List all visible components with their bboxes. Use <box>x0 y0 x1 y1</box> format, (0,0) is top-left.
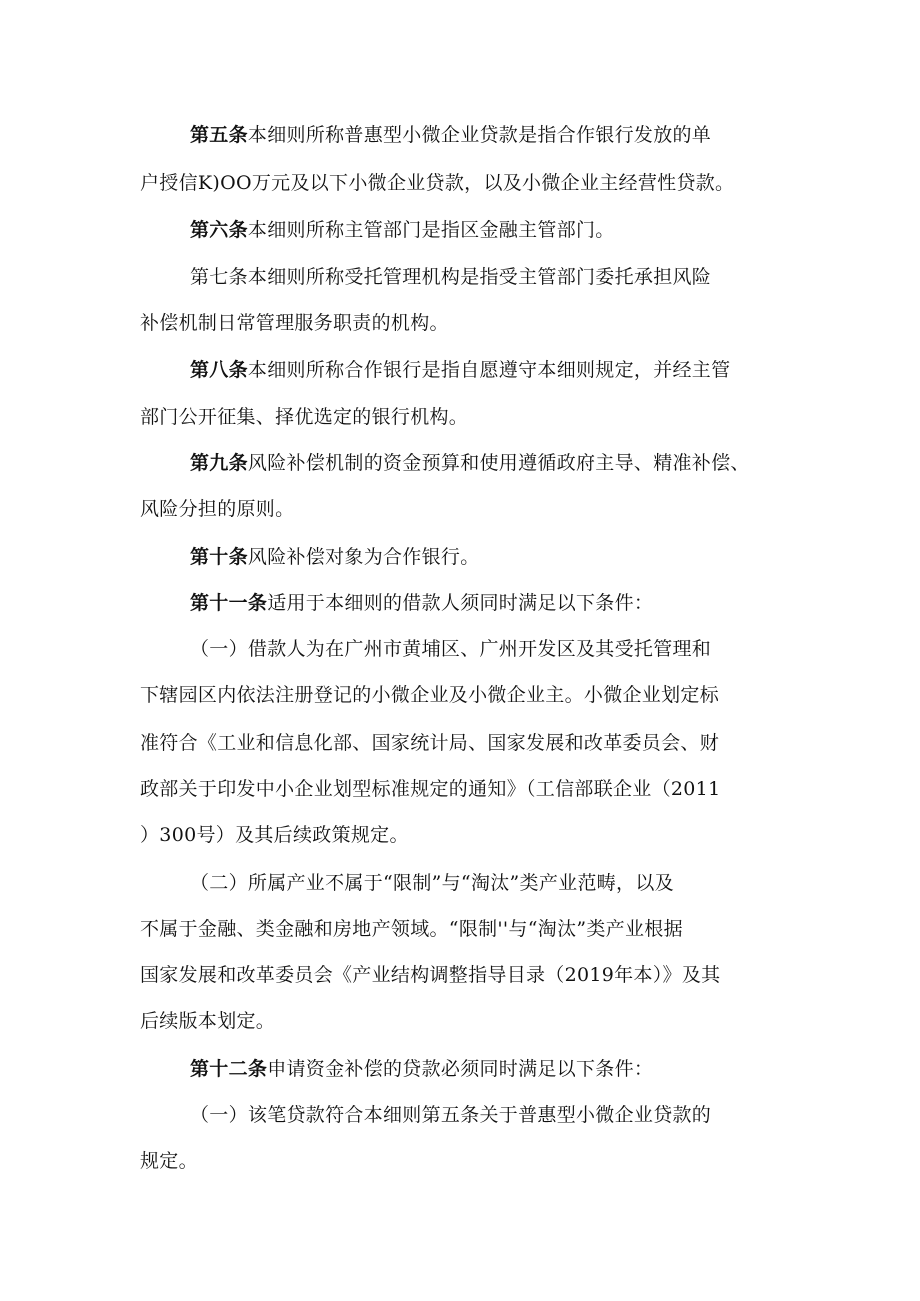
text-line <box>0 306 920 340</box>
text-line <box>0 958 920 992</box>
text-line <box>0 1004 920 1038</box>
text-line <box>0 353 920 387</box>
line-text: 适用于本细则的借款人须同时满足以下条件： <box>267 592 654 614</box>
article-heading: 第六条 <box>190 219 248 241</box>
text-line <box>0 772 920 806</box>
line-text: 政部关于印发中小企业划型标准规定的通知》（工信部联企业（2011 <box>140 778 721 800</box>
text-line <box>0 1052 920 1086</box>
line-text: 风险补偿对象为合作银行。 <box>247 546 480 568</box>
line-text: 本细则所称普惠型小微企业贷款是指合作银行发放的单 <box>247 124 712 146</box>
line-text: 不属于金融、类金融和房地产领域。“限制''与“淘汰”类产业根据 <box>140 918 683 940</box>
line-text: 国家发展和改革委员会《产业结构调整指导目录（2019年本）》及其 <box>140 964 721 986</box>
text-line <box>0 118 920 152</box>
article-heading: 第八条 <box>190 359 248 381</box>
article-heading: 第五条 <box>190 124 248 146</box>
line-text: 本细则所称主管部门是指区金融主管部门。 <box>247 219 615 241</box>
text-line <box>0 1098 920 1132</box>
line-text: 申请资金补偿的贷款必须同时满足以下条件： <box>267 1058 654 1080</box>
article-heading: 第十二条 <box>190 1058 268 1080</box>
line-text: 风险分担的原则。 <box>140 498 295 520</box>
article-heading: 第十条 <box>190 546 248 568</box>
line-text: 规定。 <box>140 1150 198 1172</box>
line-text: 准符合《工业和信息化部、国家统计局、国家发展和改革委员会、财 <box>140 732 720 754</box>
text-line <box>0 726 920 760</box>
text-line <box>0 632 920 666</box>
text-line <box>0 446 920 480</box>
line-text: 风险补偿机制的资金预算和使用遵循政府主导、精准补偿、 <box>247 452 750 474</box>
line-text: 后续版本划定。 <box>140 1010 276 1032</box>
text-line <box>0 818 920 852</box>
text-line <box>0 912 920 946</box>
line-text: （二）所属产业不属于“限制”与“淘汰”类产业范畴，以及 <box>190 872 674 894</box>
line-text: 补偿机制日常管理服务职责的机构。 <box>140 312 449 334</box>
text-line <box>0 260 920 294</box>
line-text: 户授信K)OO万元及以下小微企业贷款，以及小微企业主经营性贷款。 <box>140 172 735 194</box>
text-line <box>0 400 920 434</box>
line-text: 第七条本细则所称受托管理机构是指受主管部门委托承担风险 <box>190 266 712 288</box>
article-heading: 第十一条 <box>190 592 268 614</box>
line-text: 部门公开征集、择优选定的银行机构。 <box>140 406 469 428</box>
text-line <box>0 166 920 200</box>
text-line <box>0 866 920 900</box>
line-text: ）300号）及其后续政策规定。 <box>140 824 409 846</box>
line-text: 本细则所称合作银行是指自愿遵守本细则规定，并经主管 <box>247 359 731 381</box>
text-line <box>0 678 920 712</box>
text-line <box>0 492 920 526</box>
line-text: （一）借款人为在广州市黄埔区、广州开发区及其受托管理和 <box>190 638 712 660</box>
text-line <box>0 586 920 620</box>
line-text: （一）该笔贷款符合本细则第五条关于普惠型小微企业贷款的 <box>190 1104 712 1126</box>
text-line <box>0 213 920 247</box>
line-text: 下辖园区内依法注册登记的小微企业及小微企业主。小微企业划定标 <box>140 684 720 706</box>
text-line <box>0 540 920 574</box>
text-line <box>0 1144 920 1178</box>
article-heading: 第九条 <box>190 452 248 474</box>
